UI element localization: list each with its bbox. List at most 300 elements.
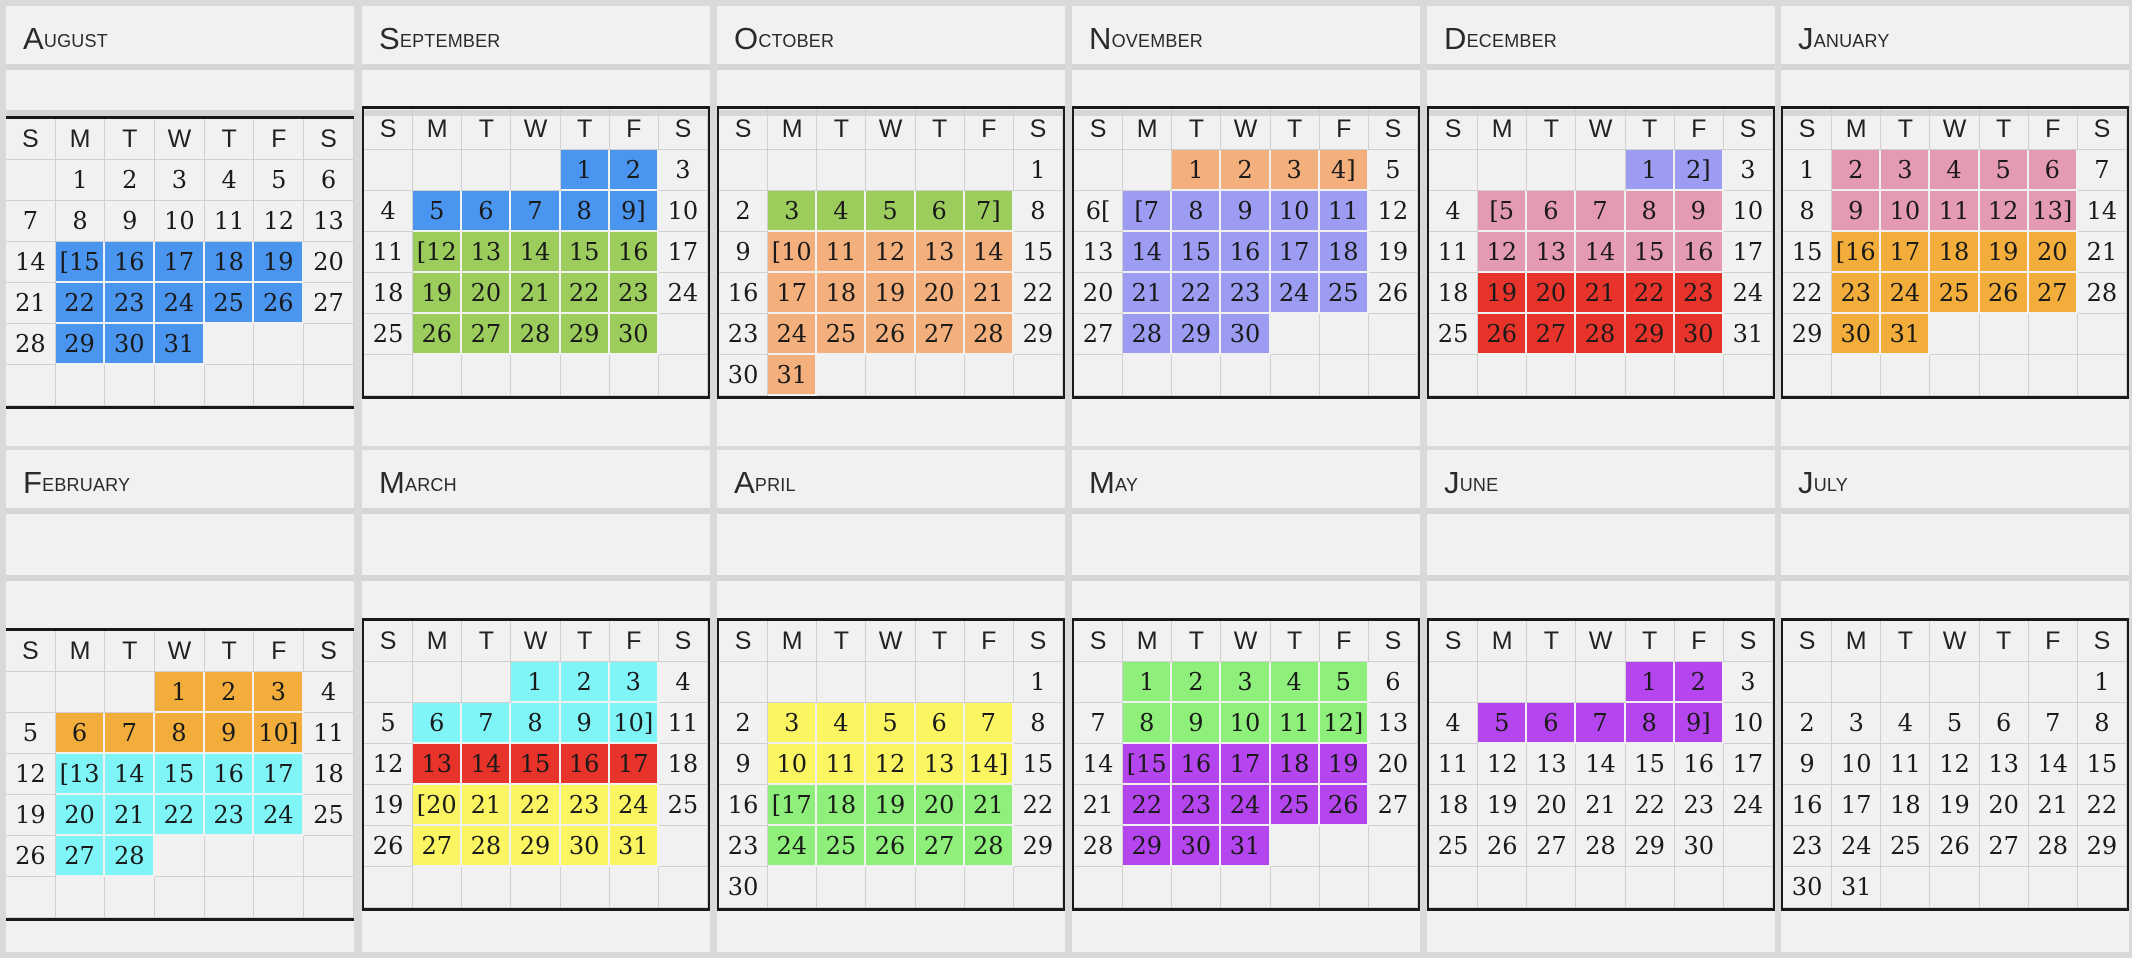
day-cell: 8 <box>2078 703 2127 744</box>
day-cell: 20 <box>56 795 106 836</box>
day-cell: 21 <box>105 795 155 836</box>
day-cell: 6 <box>56 713 106 754</box>
empty-cell <box>304 836 354 877</box>
day-cell: 12 <box>364 744 413 785</box>
weekday-label: T <box>561 621 610 662</box>
day-cell: 18 <box>817 785 866 826</box>
week-row <box>1783 826 2127 867</box>
weekday-label: S <box>1429 621 1478 662</box>
weekday-label: F <box>254 631 304 672</box>
day-cell: 14 <box>1576 744 1625 785</box>
day-cell: 4 <box>817 191 866 232</box>
weekday-label: M <box>1123 109 1172 150</box>
day-cell: 2 <box>1675 662 1724 703</box>
empty-cell <box>511 355 560 396</box>
day-cell: 20 <box>1527 273 1576 314</box>
row-separator <box>6 64 354 70</box>
day-cell: 18 <box>1271 744 1320 785</box>
empty-cell <box>1783 355 1832 396</box>
day-cell: 8 <box>1626 703 1675 744</box>
day-cell: 31 <box>1221 826 1270 867</box>
day-cell: 24 <box>1724 273 1773 314</box>
empty-cell <box>1980 867 2029 908</box>
day-cell: 23 <box>610 273 659 314</box>
weekday-label: T <box>1626 621 1675 662</box>
day-cell: 16 <box>1783 785 1832 826</box>
week-row <box>1429 785 1773 826</box>
day-cell: 20 <box>1074 273 1123 314</box>
day-cell: 8 <box>1123 703 1172 744</box>
week-row <box>6 836 354 877</box>
empty-cell <box>1527 662 1576 703</box>
empty-cell <box>364 662 413 703</box>
empty-cell <box>965 150 1014 191</box>
empty-cell <box>659 826 708 867</box>
empty-cell <box>364 867 413 908</box>
empty-cell <box>1221 355 1270 396</box>
day-cell: 4 <box>817 703 866 744</box>
day-cell: 17 <box>155 242 205 283</box>
week-row <box>719 785 1063 826</box>
week-row <box>364 355 708 396</box>
empty-cell <box>364 150 413 191</box>
day-cell: 16 <box>719 273 768 314</box>
weekday-label: F <box>610 109 659 150</box>
week-row <box>1074 232 1418 273</box>
month-title: O ctober <box>734 21 835 56</box>
week-row <box>1429 355 1773 396</box>
empty-cell <box>105 365 155 406</box>
day-cell: 4 <box>1429 191 1478 232</box>
week-row <box>6 795 354 836</box>
day-cell: 28 <box>965 826 1014 867</box>
day-cell: 28 <box>462 826 511 867</box>
empty-cell <box>768 662 817 703</box>
day-cell: [17 <box>768 785 817 826</box>
month-november <box>1072 6 1420 446</box>
day-cell: 2 <box>1832 150 1881 191</box>
week-row <box>719 867 1063 908</box>
weekday-header <box>1783 109 2127 150</box>
empty-cell <box>413 150 462 191</box>
day-cell: 1 <box>1626 662 1675 703</box>
day-cell: 12] <box>1320 703 1369 744</box>
weekday-label: S <box>304 631 354 672</box>
day-cell: 11 <box>1320 191 1369 232</box>
empty-cell <box>1320 867 1369 908</box>
empty-cell <box>1724 826 1773 867</box>
day-cell: 11 <box>364 232 413 273</box>
day-cell: 20 <box>462 273 511 314</box>
day-cell: 1 <box>1626 150 1675 191</box>
empty-cell <box>1527 355 1576 396</box>
weekday-header <box>6 631 354 672</box>
day-cell: 17 <box>1881 232 1930 273</box>
day-cell: 23 <box>1832 273 1881 314</box>
day-cell: 4] <box>1320 150 1369 191</box>
empty-cell <box>719 662 768 703</box>
weekday-label: T <box>817 109 866 150</box>
day-cell: 15 <box>2078 744 2127 785</box>
day-cell: 3 <box>1724 662 1773 703</box>
day-cell: 25 <box>1881 826 1930 867</box>
day-cell: 24 <box>768 314 817 355</box>
weekday-label: F <box>2029 109 2078 150</box>
row-separator <box>362 508 710 514</box>
day-cell: 24 <box>768 826 817 867</box>
empty-cell <box>2078 867 2127 908</box>
empty-cell <box>1074 355 1123 396</box>
day-cell: 29 <box>1626 314 1675 355</box>
day-cell: 27 <box>1527 314 1576 355</box>
empty-cell <box>364 355 413 396</box>
week-row <box>719 703 1063 744</box>
weekday-label: T <box>1271 621 1320 662</box>
empty-cell <box>1074 150 1123 191</box>
day-cell: 11 <box>1429 232 1478 273</box>
day-cell: 10] <box>254 713 304 754</box>
week-row <box>364 150 708 191</box>
day-cell: 5 <box>364 703 413 744</box>
day-cell: 25 <box>817 314 866 355</box>
empty-cell <box>462 867 511 908</box>
day-cell: 27 <box>916 826 965 867</box>
day-cell: 3 <box>254 672 304 713</box>
day-cell: 16 <box>105 242 155 283</box>
day-cell: 5 <box>413 191 462 232</box>
empty-cell <box>1369 355 1418 396</box>
day-cell: 17 <box>1724 744 1773 785</box>
empty-cell <box>1123 867 1172 908</box>
week-row <box>1074 785 1418 826</box>
day-cell: 10 <box>1271 191 1320 232</box>
day-cell: 24 <box>254 795 304 836</box>
day-cell: 9 <box>1172 703 1221 744</box>
empty-cell <box>511 867 560 908</box>
day-cell: 22 <box>1014 785 1063 826</box>
week-row <box>719 232 1063 273</box>
day-cell: 21 <box>2029 785 2078 826</box>
day-cell: 26 <box>866 826 915 867</box>
day-cell: 27 <box>413 826 462 867</box>
month-grid <box>6 116 354 409</box>
day-cell: 5 <box>866 703 915 744</box>
day-cell: 15 <box>155 754 205 795</box>
day-cell: 15 <box>1626 744 1675 785</box>
week-row <box>364 826 708 867</box>
weekday-label: W <box>511 621 560 662</box>
day-cell: 2 <box>1783 703 1832 744</box>
empty-cell <box>719 150 768 191</box>
empty-cell <box>1881 867 1930 908</box>
day-cell: 13 <box>916 744 965 785</box>
day-cell: 31 <box>610 826 659 867</box>
empty-cell <box>1369 867 1418 908</box>
empty-cell <box>1980 314 2029 355</box>
weekday-label: W <box>1221 109 1270 150</box>
day-cell: 6 <box>916 191 965 232</box>
day-cell: 13 <box>1369 703 1418 744</box>
weekday-label: T <box>1527 109 1576 150</box>
day-cell: 7 <box>1576 191 1625 232</box>
weekday-label: F <box>1320 621 1369 662</box>
weekday-label: W <box>1221 621 1270 662</box>
day-cell: 3 <box>1724 150 1773 191</box>
day-cell: 14 <box>462 744 511 785</box>
empty-cell <box>1429 662 1478 703</box>
weekday-label: S <box>364 621 413 662</box>
weekday-header <box>1074 109 1418 150</box>
day-cell: 18 <box>1320 232 1369 273</box>
empty-cell <box>916 355 965 396</box>
day-cell: 15 <box>511 744 560 785</box>
month-grid <box>362 106 710 399</box>
day-cell: 21 <box>1576 273 1625 314</box>
day-cell: 24 <box>610 785 659 826</box>
day-cell: 12 <box>1980 191 2029 232</box>
day-cell: 28 <box>1576 314 1625 355</box>
day-cell: 1 <box>56 160 106 201</box>
month-march <box>362 450 710 952</box>
weekday-label: S <box>1783 621 1832 662</box>
weekday-label: S <box>1429 109 1478 150</box>
month-title: M arch <box>379 465 457 500</box>
week-row <box>1429 273 1773 314</box>
day-cell: 8 <box>1172 191 1221 232</box>
day-cell: 9 <box>205 713 255 754</box>
empty-cell <box>1014 355 1063 396</box>
day-cell: 27 <box>304 283 354 324</box>
weekday-label: S <box>364 109 413 150</box>
day-cell: 30 <box>1221 314 1270 355</box>
day-cell: [20 <box>413 785 462 826</box>
empty-cell <box>205 324 255 365</box>
empty-cell <box>866 662 915 703</box>
empty-cell <box>1576 867 1625 908</box>
day-cell: 27 <box>916 314 965 355</box>
weekday-label: M <box>56 119 106 160</box>
empty-cell <box>1429 150 1478 191</box>
day-cell: 16 <box>1172 744 1221 785</box>
empty-cell <box>6 160 56 201</box>
day-cell: 29 <box>511 826 560 867</box>
month-june <box>1427 450 1775 952</box>
empty-cell <box>561 867 610 908</box>
week-row <box>1429 232 1773 273</box>
day-cell: 11 <box>304 713 354 754</box>
day-cell: 26 <box>866 314 915 355</box>
weekday-label: W <box>866 109 915 150</box>
empty-cell <box>56 877 106 918</box>
weekday-label: T <box>1527 621 1576 662</box>
day-cell: 19 <box>1478 785 1527 826</box>
week-row <box>364 703 708 744</box>
day-cell: 21 <box>2078 232 2127 273</box>
day-cell: 4 <box>1881 703 1930 744</box>
weekday-label: T <box>1172 621 1221 662</box>
row-separator <box>717 64 1065 70</box>
day-cell: 24 <box>659 273 708 314</box>
day-cell: 29 <box>1014 314 1063 355</box>
day-cell: 2 <box>205 672 255 713</box>
month-september <box>362 6 710 446</box>
weekday-label: S <box>304 119 354 160</box>
day-cell: 18 <box>205 242 255 283</box>
day-cell: 28 <box>6 324 56 365</box>
day-cell: 17 <box>1271 232 1320 273</box>
week-row <box>1074 703 1418 744</box>
day-cell: 6 <box>1527 191 1576 232</box>
week-row <box>1429 744 1773 785</box>
day-cell: 28 <box>2029 826 2078 867</box>
week-row <box>1074 744 1418 785</box>
day-cell: 28 <box>965 314 1014 355</box>
day-cell: 29 <box>56 324 106 365</box>
empty-cell <box>1832 662 1881 703</box>
week-row <box>1783 150 2127 191</box>
empty-cell <box>916 150 965 191</box>
empty-cell <box>205 877 255 918</box>
row-separator <box>1781 508 2129 514</box>
weekday-label: F <box>2029 621 2078 662</box>
day-cell: 7 <box>2078 150 2127 191</box>
week-row <box>1429 191 1773 232</box>
day-cell: 24 <box>1724 785 1773 826</box>
day-cell: 7] <box>965 191 1014 232</box>
day-cell: 8 <box>1626 191 1675 232</box>
day-cell: 31 <box>155 324 205 365</box>
week-row <box>719 662 1063 703</box>
day-cell: 29 <box>1172 314 1221 355</box>
empty-cell <box>1271 314 1320 355</box>
row-separator <box>1072 575 1420 581</box>
day-cell: 23 <box>561 785 610 826</box>
day-cell: 5 <box>866 191 915 232</box>
day-cell: 9 <box>719 744 768 785</box>
day-cell: 7 <box>462 703 511 744</box>
empty-cell <box>1429 867 1478 908</box>
day-cell: 25 <box>1271 785 1320 826</box>
empty-cell <box>610 355 659 396</box>
empty-cell <box>304 324 354 365</box>
empty-cell <box>1271 355 1320 396</box>
weekday-label: F <box>1320 109 1369 150</box>
day-cell: 31 <box>768 355 817 396</box>
day-cell: 27 <box>1980 826 2029 867</box>
day-cell: 25 <box>1429 826 1478 867</box>
weekday-label: W <box>511 109 560 150</box>
weekday-label: W <box>866 621 915 662</box>
empty-cell <box>866 150 915 191</box>
day-cell: 19 <box>866 785 915 826</box>
week-row <box>719 191 1063 232</box>
day-cell: 9 <box>1783 744 1832 785</box>
day-cell: 8 <box>1014 191 1063 232</box>
day-cell: 6[ <box>1074 191 1123 232</box>
empty-cell <box>1576 150 1625 191</box>
row-separator <box>1427 508 1775 514</box>
day-cell: 23 <box>205 795 255 836</box>
day-cell: 10 <box>1221 703 1270 744</box>
weekday-header <box>364 621 708 662</box>
week-row <box>6 877 354 918</box>
weekday-label: T <box>1881 621 1930 662</box>
day-cell: 18 <box>1930 232 1979 273</box>
day-cell: 8 <box>155 713 205 754</box>
month-title: J anuary <box>1798 21 1890 56</box>
day-cell: 24 <box>1221 785 1270 826</box>
empty-cell <box>1478 662 1527 703</box>
month-title: A pril <box>734 465 796 500</box>
day-cell: 7 <box>511 191 560 232</box>
empty-cell <box>659 314 708 355</box>
day-cell: 28 <box>1123 314 1172 355</box>
empty-cell <box>768 867 817 908</box>
weekday-label: M <box>1832 109 1881 150</box>
month-title: J une <box>1444 465 1499 500</box>
day-cell: 23 <box>1172 785 1221 826</box>
day-cell: 9] <box>610 191 659 232</box>
week-row <box>6 672 354 713</box>
day-cell: 16 <box>610 232 659 273</box>
month-grid <box>1781 106 2129 399</box>
row-separator <box>6 508 354 514</box>
weekday-label: M <box>56 631 106 672</box>
day-cell: 13 <box>1074 232 1123 273</box>
week-row <box>1783 785 2127 826</box>
week-row <box>1783 232 2127 273</box>
empty-cell <box>817 662 866 703</box>
day-cell: 10 <box>1881 191 1930 232</box>
day-cell: 29 <box>1783 314 1832 355</box>
month-title: F ebruary <box>23 465 131 500</box>
day-cell: 16 <box>1675 232 1724 273</box>
weekday-label: T <box>462 109 511 150</box>
day-cell: 19 <box>254 242 304 283</box>
day-cell: 26 <box>364 826 413 867</box>
weekday-label: T <box>1172 109 1221 150</box>
day-cell: 14 <box>2078 191 2127 232</box>
day-cell: 1 <box>1014 150 1063 191</box>
day-cell: 17 <box>768 273 817 314</box>
week-row <box>364 191 708 232</box>
empty-cell <box>1014 867 1063 908</box>
day-cell: 26 <box>1980 273 2029 314</box>
week-row <box>364 314 708 355</box>
day-cell: 8 <box>561 191 610 232</box>
row-separator <box>6 575 354 581</box>
day-cell: 25 <box>1320 273 1369 314</box>
empty-cell <box>1369 826 1418 867</box>
empty-cell <box>1980 355 2029 396</box>
day-cell: [13 <box>56 754 106 795</box>
day-cell: 30 <box>610 314 659 355</box>
day-cell: 20 <box>2029 232 2078 273</box>
week-row <box>1783 703 2127 744</box>
empty-cell <box>155 365 205 406</box>
empty-cell <box>304 877 354 918</box>
day-cell: 17 <box>1724 232 1773 273</box>
empty-cell <box>462 662 511 703</box>
day-cell: 15 <box>561 232 610 273</box>
month-grid <box>717 106 1065 399</box>
day-cell: 30 <box>1832 314 1881 355</box>
day-cell: 3 <box>659 150 708 191</box>
day-cell: 29 <box>1014 826 1063 867</box>
week-row <box>6 201 354 242</box>
day-cell: 2 <box>610 150 659 191</box>
day-cell: 5 <box>254 160 304 201</box>
